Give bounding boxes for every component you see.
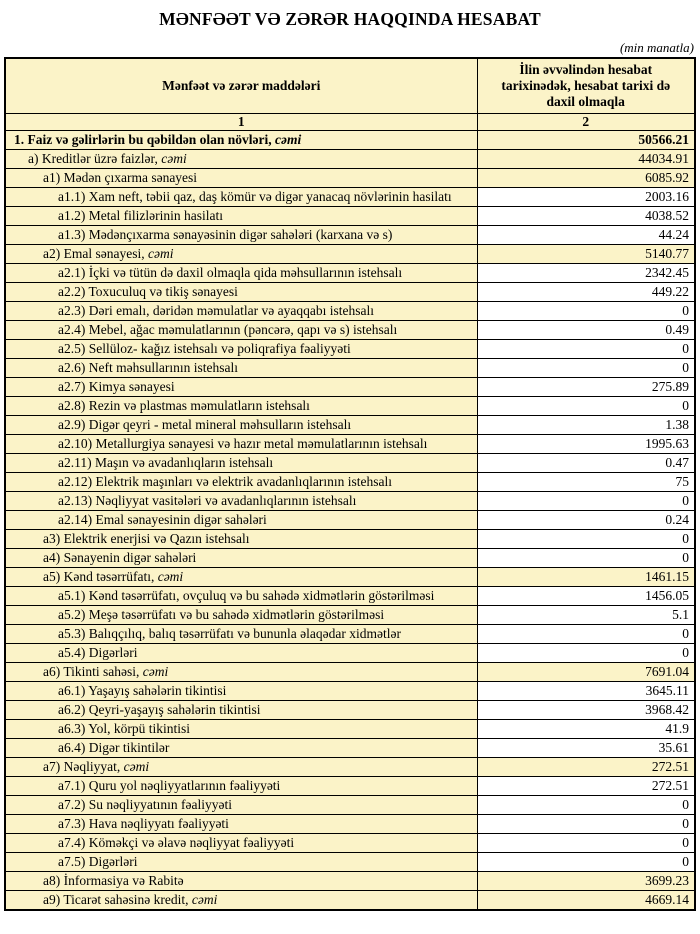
row-value: 50566.21 <box>477 131 695 150</box>
row-label-text: a2.6) Neft məhsullarının istehsalı <box>58 360 238 375</box>
row-label <box>5 435 477 454</box>
row-value: 0 <box>477 302 695 321</box>
row-label <box>5 207 477 226</box>
table-row <box>5 511 695 530</box>
table-row <box>5 853 695 872</box>
table-row <box>5 492 695 511</box>
row-label-text: a7.3) Hava nəqliyyatı fəaliyyəti <box>58 816 229 831</box>
row-label <box>5 511 477 530</box>
table-row <box>5 549 695 568</box>
row-label <box>5 720 477 739</box>
row-label-emphasis: cəmi <box>147 246 174 261</box>
row-value: 41.9 <box>477 720 695 739</box>
row-value: 0 <box>477 530 695 549</box>
table-row <box>5 701 695 720</box>
row-label-text: a7.4) Köməkçi və əlavə nəqliyyat fəaliyyəti <box>58 835 295 850</box>
table-row <box>5 625 695 644</box>
row-label-emphasis: cəmi <box>191 892 218 907</box>
table-row <box>5 435 695 454</box>
page-title: MƏNFƏƏT VƏ ZƏRƏR HAQQINDA HESABAT <box>159 9 541 29</box>
row-label <box>5 226 477 245</box>
row-label-text: a8) İnformasiya və Rabitə <box>43 873 184 888</box>
row-value: 3699.23 <box>477 872 695 891</box>
table-row <box>5 226 695 245</box>
row-label-text: a7) Nəqliyyat, <box>43 759 124 774</box>
table-row <box>5 682 695 701</box>
row-label-text: 1. Faiz və gəlirlərin bu qəbildən olan növləri, <box>14 132 275 147</box>
row-label-text: a5.3) Balıqçılıq, balıq təsərrüfatı və bununla əlaqədar xidmətlər <box>58 626 401 641</box>
row-value: 44034.91 <box>477 150 695 169</box>
row-label-text: a2.5) Sellüloz- kağız istehsalı və poliqrafiya fəaliyyəti <box>58 341 351 356</box>
row-label-text: a6.1) Yaşayış sahələrin tikintisi <box>58 683 227 698</box>
row-value: 6085.92 <box>477 169 695 188</box>
row-label-text: a2.12) Elektrik maşınları və elektrik avadanlıqlarının istehsalı <box>58 474 393 489</box>
row-value: 1.38 <box>477 416 695 435</box>
row-value: 0 <box>477 796 695 815</box>
row-label <box>5 834 477 853</box>
column-header-items: Mənfəət və zərər maddələri <box>5 58 477 114</box>
row-label-text: a6.3) Yol, körpü tikintisi <box>58 721 191 736</box>
row-value: 1456.05 <box>477 587 695 606</box>
row-label-text: a6.2) Qeyri-yaşayış sahələrin tikintisi <box>58 702 261 717</box>
table-row <box>5 416 695 435</box>
row-label-emphasis: cəmi <box>157 569 184 584</box>
table-row <box>5 530 695 549</box>
row-value: 272.51 <box>477 758 695 777</box>
row-label <box>5 644 477 663</box>
row-value: 0 <box>477 340 695 359</box>
table-row <box>5 663 695 682</box>
table-row <box>5 454 695 473</box>
row-value: 272.51 <box>477 777 695 796</box>
row-label <box>5 359 477 378</box>
row-value: 1461.15 <box>477 568 695 587</box>
row-value: 1995.63 <box>477 435 695 454</box>
report-table-head <box>5 58 695 131</box>
row-label <box>5 397 477 416</box>
table-row <box>5 150 695 169</box>
row-label-text: a2.3) Dəri emalı, dəridən məmulatlar və ayaqqabı istehsalı <box>58 303 375 318</box>
row-value: 0 <box>477 359 695 378</box>
report-table <box>4 57 696 911</box>
row-value: 4669.14 <box>477 891 695 911</box>
row-label <box>5 530 477 549</box>
row-label <box>5 378 477 397</box>
table-row <box>5 758 695 777</box>
row-label <box>5 663 477 682</box>
table-row <box>5 245 695 264</box>
row-label-text: a2.9) Digər qeyri - metal mineral məhsulların istehsalı <box>58 417 352 432</box>
row-label-text: a1.3) Mədənçıxarma sənayəsinin digər sahələri (karxana və s) <box>58 227 393 242</box>
table-row <box>5 644 695 663</box>
row-label <box>5 625 477 644</box>
row-label <box>5 568 477 587</box>
row-value: 3645.11 <box>477 682 695 701</box>
row-label <box>5 796 477 815</box>
row-label <box>5 758 477 777</box>
row-label-text: a1.1) Xam neft, təbii qaz, daş kömür və digər yanacaq növlərinin hasilatı <box>58 189 452 204</box>
row-label <box>5 283 477 302</box>
table-row <box>5 359 695 378</box>
table-row <box>5 169 695 188</box>
row-label-text: a) Kreditlər üzrə faizlər, <box>28 151 162 166</box>
row-value: 2342.45 <box>477 264 695 283</box>
row-label-text: a1) Mədən çıxarma sənayesi <box>43 170 198 185</box>
table-row <box>5 340 695 359</box>
column-index-items: 1 <box>5 114 477 131</box>
row-value: 7691.04 <box>477 663 695 682</box>
row-value: 0 <box>477 492 695 511</box>
table-row <box>5 131 695 150</box>
row-label-text: a2.8) Rezin və plastmas məmulatların istehsalı <box>58 398 310 413</box>
table-row <box>5 207 695 226</box>
table-row <box>5 606 695 625</box>
row-label <box>5 169 477 188</box>
row-value: 275.89 <box>477 378 695 397</box>
row-label-text: a7.1) Quru yol nəqliyyatlarının fəaliyyəti <box>58 778 281 793</box>
row-label-text: a1.2) Metal filizlərinin hasilatı <box>58 208 223 223</box>
row-value: 3968.42 <box>477 701 695 720</box>
row-label-emphasis: cəmi <box>123 759 150 774</box>
table-row <box>5 720 695 739</box>
row-label <box>5 492 477 511</box>
row-label <box>5 340 477 359</box>
row-label <box>5 302 477 321</box>
row-label-text: a3) Elektrik enerjisi və Qazın istehsalı <box>43 531 250 546</box>
row-value: 4038.52 <box>477 207 695 226</box>
row-label-text: a7.5) Digərləri <box>58 854 138 869</box>
row-label-text: a2.7) Kimya sənayesi <box>58 379 175 394</box>
row-label-text: a5.4) Digərləri <box>58 645 138 660</box>
row-label <box>5 321 477 340</box>
row-value: 0.47 <box>477 454 695 473</box>
table-row <box>5 283 695 302</box>
row-value: 0 <box>477 644 695 663</box>
row-label-emphasis: cəmi <box>161 151 187 166</box>
column-index-row <box>5 114 695 131</box>
table-row <box>5 587 695 606</box>
row-value: 0 <box>477 834 695 853</box>
row-label-text: a6.4) Digər tikintilər <box>58 740 170 755</box>
row-value: 0.49 <box>477 321 695 340</box>
row-label-text: a2.13) Nəqliyyat vasitələri və avadanlıqlarının istehsalı <box>58 493 357 508</box>
row-label-emphasis: cəmi <box>275 132 302 147</box>
table-row <box>5 378 695 397</box>
row-value: 0.24 <box>477 511 695 530</box>
row-value: 35.61 <box>477 739 695 758</box>
row-value: 44.24 <box>477 226 695 245</box>
table-row <box>5 188 695 207</box>
row-label-text: a7.2) Su nəqliyyatının fəaliyyəti <box>58 797 232 812</box>
row-label <box>5 473 477 492</box>
row-value: 0 <box>477 549 695 568</box>
row-label <box>5 264 477 283</box>
row-label <box>5 454 477 473</box>
row-label-text: a2.10) Metallurgiya sənayesi və hazır metal məmulatlarının istehsalı <box>58 436 428 451</box>
table-row <box>5 473 695 492</box>
row-value: 5140.77 <box>477 245 695 264</box>
row-label <box>5 549 477 568</box>
table-row <box>5 815 695 834</box>
row-value: 5.1 <box>477 606 695 625</box>
table-row <box>5 302 695 321</box>
table-row <box>5 796 695 815</box>
table-row <box>5 872 695 891</box>
row-value: 0 <box>477 815 695 834</box>
row-label <box>5 587 477 606</box>
table-row <box>5 834 695 853</box>
row-label <box>5 815 477 834</box>
table-row <box>5 397 695 416</box>
table-row <box>5 891 695 911</box>
row-value: 0 <box>477 853 695 872</box>
row-label-emphasis: cəmi <box>142 664 169 679</box>
row-label <box>5 682 477 701</box>
row-label <box>5 606 477 625</box>
row-value: 2003.16 <box>477 188 695 207</box>
column-header-value: İlin əvvəlindən hesabat tarixinədək, hesabat tarixi də daxil olmaqla <box>477 58 695 114</box>
row-value: 75 <box>477 473 695 492</box>
row-label <box>5 150 477 169</box>
row-label <box>5 701 477 720</box>
table-row <box>5 739 695 758</box>
row-value: 0 <box>477 625 695 644</box>
table-row <box>5 777 695 796</box>
row-label <box>5 739 477 758</box>
row-label-text: a2) Emal sənayesi, <box>43 246 148 261</box>
row-label <box>5 416 477 435</box>
row-label-text: a9) Ticarət sahəsinə kredit, <box>43 892 192 907</box>
row-label <box>5 777 477 796</box>
row-label-text: a5.2) Meşə təsərrüfatı və bu sahədə xidmətlərin göstərilməsi <box>58 607 385 622</box>
unit-note: (min manatla) <box>619 40 694 55</box>
header-row <box>5 58 695 114</box>
row-label <box>5 131 477 150</box>
row-label-text: a4) Sənayenin digər sahələri <box>43 550 197 565</box>
row-label <box>5 891 477 911</box>
row-label-text: a5.1) Kənd təsərrüfatı, ovçuluq və bu sahədə xidmətlərin göstərilməsi <box>58 588 435 603</box>
row-label <box>5 872 477 891</box>
row-label-text: a2.2) Toxuculuq və tikiş sənayesi <box>58 284 238 299</box>
row-value: 0 <box>477 397 695 416</box>
row-label-text: a6) Tikinti sahəsi, <box>43 664 143 679</box>
row-label-text: a2.14) Emal sənayesinin digər sahələri <box>58 512 267 527</box>
table-row <box>5 568 695 587</box>
row-label <box>5 245 477 264</box>
row-label <box>5 853 477 872</box>
row-label-text: a2.1) İçki və tütün də daxil olmaqla qida məhsullarının istehsalı <box>58 265 403 280</box>
row-label-text: a2.11) Maşın və avadanlıqların istehsalı <box>58 455 274 470</box>
row-label <box>5 188 477 207</box>
row-value: 449.22 <box>477 283 695 302</box>
row-label-text: a2.4) Mebel, ağac məmulatlarının (pəncərə, qapı və s) istehsalı <box>58 322 398 337</box>
report-table-body <box>5 131 695 911</box>
table-row <box>5 321 695 340</box>
column-index-value: 2 <box>477 114 695 131</box>
table-row <box>5 264 695 283</box>
row-label-text: a5) Kənd təsərrüfatı, <box>43 569 158 584</box>
